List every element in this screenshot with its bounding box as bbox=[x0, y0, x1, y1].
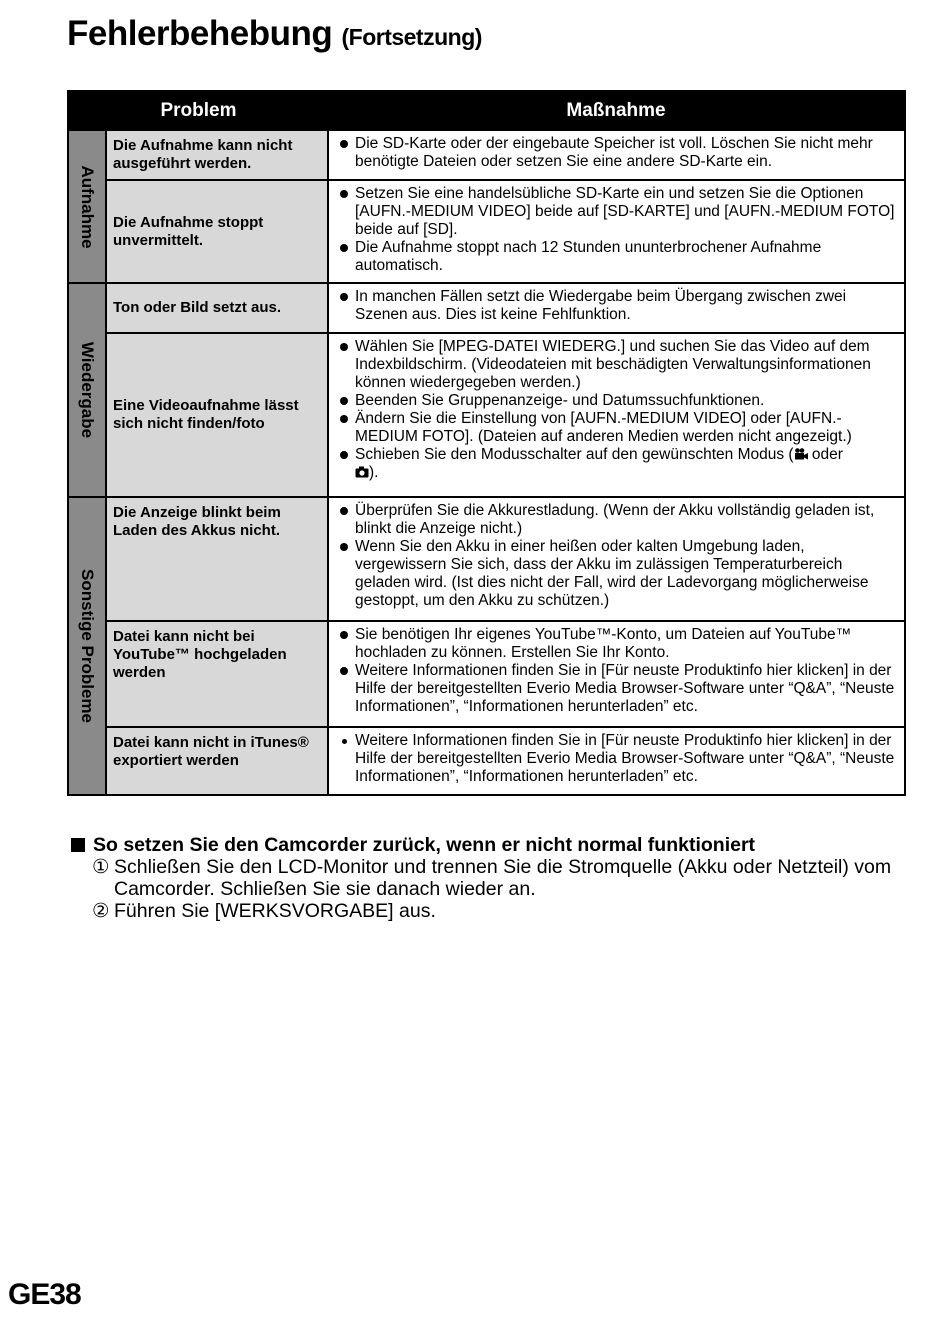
action-item: Schieben Sie den Modusschalter auf den gewünschten Modus ( oder ). bbox=[355, 446, 843, 481]
problem-cell: Die Aufnahme stoppt unvermittelt. bbox=[106, 180, 328, 283]
action-item: Setzen Sie eine handelsübliche SD-Karte ein und setzen Sie die Optionen [AUFN.-MEDIUM VIDEO] beide auf [SD-KARTE] und [AUFN.-MEDIUM FOTO] beide auf [SD]. bbox=[355, 185, 895, 238]
still-camera-icon bbox=[355, 466, 369, 478]
action-cell bbox=[328, 283, 905, 333]
action-item: Wenn Sie den Akku in einer heißen oder kalten Umgebung laden, vergewissern Sie sich, dass der Akku im zulässigen Temperaturbereich geladen wird. (Ist dies nicht der Fall, wird der Ladevorgang möglicherweise gestoppt, um den Akku zu schützen.) bbox=[355, 538, 869, 609]
title-suffix: (Fortsetzung) bbox=[341, 24, 482, 50]
reset-section bbox=[71, 834, 921, 922]
action-cell bbox=[328, 621, 905, 727]
action-item: Die SD-Karte oder der eingebaute Speicher ist voll. Löschen Sie nicht mehr benötigte Dateien oder setzen Sie eine andere SD-Karte ein. bbox=[355, 135, 873, 170]
table-row bbox=[68, 727, 905, 795]
page-title bbox=[67, 14, 482, 54]
action-cell bbox=[328, 130, 905, 180]
problem-cell: Datei kann nicht bei YouTube™ hochgeladen werden bbox=[106, 621, 328, 727]
action-cell bbox=[328, 333, 905, 497]
video-camera-icon bbox=[794, 448, 808, 460]
square-bullet-icon bbox=[71, 838, 85, 852]
problem-cell: Ton oder Bild setzt aus. bbox=[106, 283, 328, 333]
page-number: GE38 bbox=[8, 1278, 81, 1311]
reset-heading: So setzen Sie den Camcorder zurück, wenn er nicht normal funktioniert bbox=[71, 834, 921, 856]
category-label: Sonstige Probleme bbox=[78, 569, 97, 723]
table-row bbox=[68, 497, 905, 621]
step-number: ① bbox=[92, 856, 110, 878]
action-item: Sie benötigen Ihr eigenes YouTube™-Konto, um Dateien auf YouTube™ hochladen zu können. Erstellen Sie Ihr Konto. bbox=[355, 626, 852, 661]
problem-cell: Die Anzeige blinkt beim Laden des Akkus nicht. bbox=[106, 497, 328, 621]
action-cell bbox=[328, 727, 905, 795]
title-main: Fehlerbehebung bbox=[67, 14, 333, 53]
action-item: Die Aufnahme stoppt nach 12 Stunden ununterbrochener Aufnahme automatisch. bbox=[355, 239, 822, 274]
action-item: Weitere Informationen finden Sie in [Für neuste Produktinfo hier klicken] in der Hilfe der bereitgestellten Everio Media Browser-Software unter “Q&A”, “Neuste Informationen”, “Informationen herunterladen” etc. bbox=[355, 732, 895, 785]
troubleshooting-table bbox=[67, 90, 906, 796]
category-sonstige bbox=[68, 497, 106, 795]
category-wiedergabe bbox=[68, 283, 106, 497]
header-action: Maßnahme bbox=[328, 91, 905, 130]
table-row bbox=[68, 333, 905, 497]
problem-cell: Die Aufnahme kann nicht ausgeführt werden. bbox=[106, 130, 328, 180]
step-text: Schließen Sie den LCD-Monitor und trennen Sie die Stromquelle (Akku oder Netzteil) vom Camcorder. Schließen Sie sie danach wieder an. bbox=[114, 856, 892, 900]
category-aufnahme bbox=[68, 130, 106, 283]
reset-step bbox=[92, 900, 921, 922]
step-number: ② bbox=[92, 900, 110, 922]
step-text: Führen Sie [WERKSVORGABE] aus. bbox=[114, 900, 436, 922]
action-item: Wählen Sie [MPEG-DATEI WIEDERG.] und suchen Sie das Video auf dem Indexbildschirm. (Videodateien mit beschädigten Verwaltungsinformationen können wiedergegeben werden.) bbox=[355, 338, 871, 391]
reset-step bbox=[92, 856, 921, 900]
header-problem: Problem bbox=[68, 91, 328, 130]
problem-cell: Datei kann nicht in iTunes® exportiert werden bbox=[106, 727, 328, 795]
table-row bbox=[68, 621, 905, 727]
table-header-row bbox=[68, 91, 905, 130]
table-row bbox=[68, 130, 905, 180]
action-cell bbox=[328, 180, 905, 283]
action-cell bbox=[328, 497, 905, 621]
problem-cell: Eine Videoaufnahme lässt sich nicht finden/foto bbox=[106, 333, 328, 497]
table-row bbox=[68, 283, 905, 333]
action-item: In manchen Fällen setzt die Wiedergabe beim Übergang zwischen zwei Szenen aus. Dies ist keine Fehlfunktion. bbox=[355, 288, 847, 323]
category-label: Wiedergabe bbox=[78, 341, 97, 439]
table-row bbox=[68, 180, 905, 283]
action-item: Überprüfen Sie die Akkurestladung. (Wenn der Akku vollständig geladen ist, blinkt die Anzeige nicht.) bbox=[355, 502, 875, 537]
action-item: Beenden Sie Gruppenanzeige- und Datumssuchfunktionen. bbox=[355, 392, 765, 409]
action-item: Ändern Sie die Einstellung von [AUFN.-MEDIUM VIDEO] oder [AUFN.-MEDIUM FOTO]. (Dateien auf anderen Medien werden nicht angezeigt.) bbox=[355, 410, 852, 445]
action-item: Weitere Informationen finden Sie in [Für neuste Produktinfo hier klicken] in der Hilfe der bereitgestellten Everio Media Browser-Software unter “Q&A”, “Neuste Informationen”, “Informationen herunterladen” etc. bbox=[355, 662, 895, 715]
category-label: Aufnahme bbox=[78, 164, 97, 249]
